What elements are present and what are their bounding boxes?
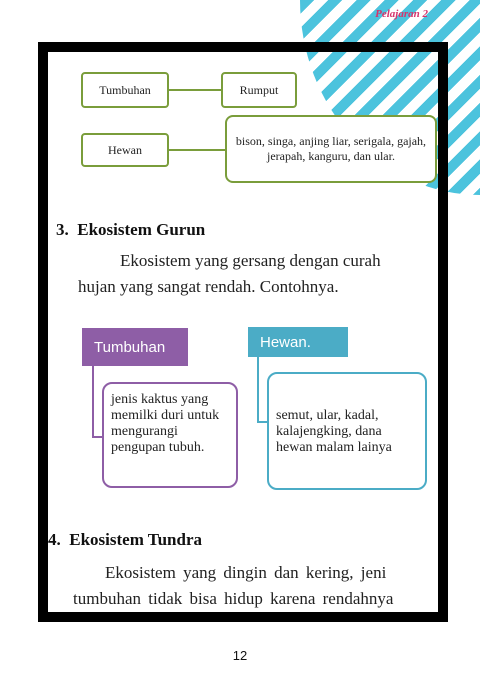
section-4-heading	[48, 530, 202, 550]
desert-animals-label	[248, 327, 348, 357]
page-number: 12	[232, 648, 248, 663]
desert-plants-label-text: Tumbuhan	[94, 338, 166, 356]
section-4-title: Ekosistem Tundra	[69, 530, 202, 549]
connector-line	[257, 357, 259, 421]
animals-value: bison, singa, anjing liar, serigala, gajah, jerapah, kanguru, dan ular.	[235, 134, 427, 163]
connector-line	[92, 366, 94, 436]
animals-label-box	[81, 133, 169, 167]
desert-animals-label-text: Hewan.	[260, 333, 311, 351]
connector-line	[169, 89, 221, 91]
plants-label-box	[81, 72, 169, 108]
paragraph-line: tumbuhan tidak bisa hidup karena rendahnya	[73, 589, 394, 608]
desert-animals-text: semut, ular, kadal, kalajengking, dana hewan malam lainya	[276, 408, 392, 455]
animals-label: Hewan	[108, 142, 142, 157]
paragraph-line: hujan yang sangat rendah. Contohnya.	[78, 277, 339, 296]
paragraph-line: Ekosistem yang gersang dengan curah	[120, 251, 381, 270]
section-3-paragraph	[78, 248, 438, 300]
paragraph-line: Ekosistem yang dingin dan kering, jeni	[105, 563, 387, 582]
section-3-title: Ekosistem Gurun	[77, 220, 206, 239]
section-4-paragraph	[73, 560, 448, 612]
connector-line	[92, 436, 102, 438]
desert-plants-label	[82, 328, 188, 366]
desert-plants-box	[102, 382, 238, 488]
desert-plants-text: jenis kaktus yang memilki duri untuk mengurangi pengupan tubuh.	[111, 392, 220, 455]
connector-line	[257, 421, 267, 423]
animals-value-box	[225, 115, 437, 183]
desert-animals-box	[267, 372, 427, 490]
plants-value: Rumput	[239, 82, 279, 97]
page-frame	[38, 42, 448, 622]
connector-line	[169, 149, 225, 151]
plants-label: Tumbuhan	[99, 82, 151, 97]
section-3-number: 3.	[56, 220, 69, 239]
plants-value-box	[221, 72, 297, 108]
section-3-heading	[56, 220, 205, 240]
chapter-tag: Pelajaran 2	[375, 8, 428, 20]
section-4-number: 4.	[48, 530, 61, 549]
